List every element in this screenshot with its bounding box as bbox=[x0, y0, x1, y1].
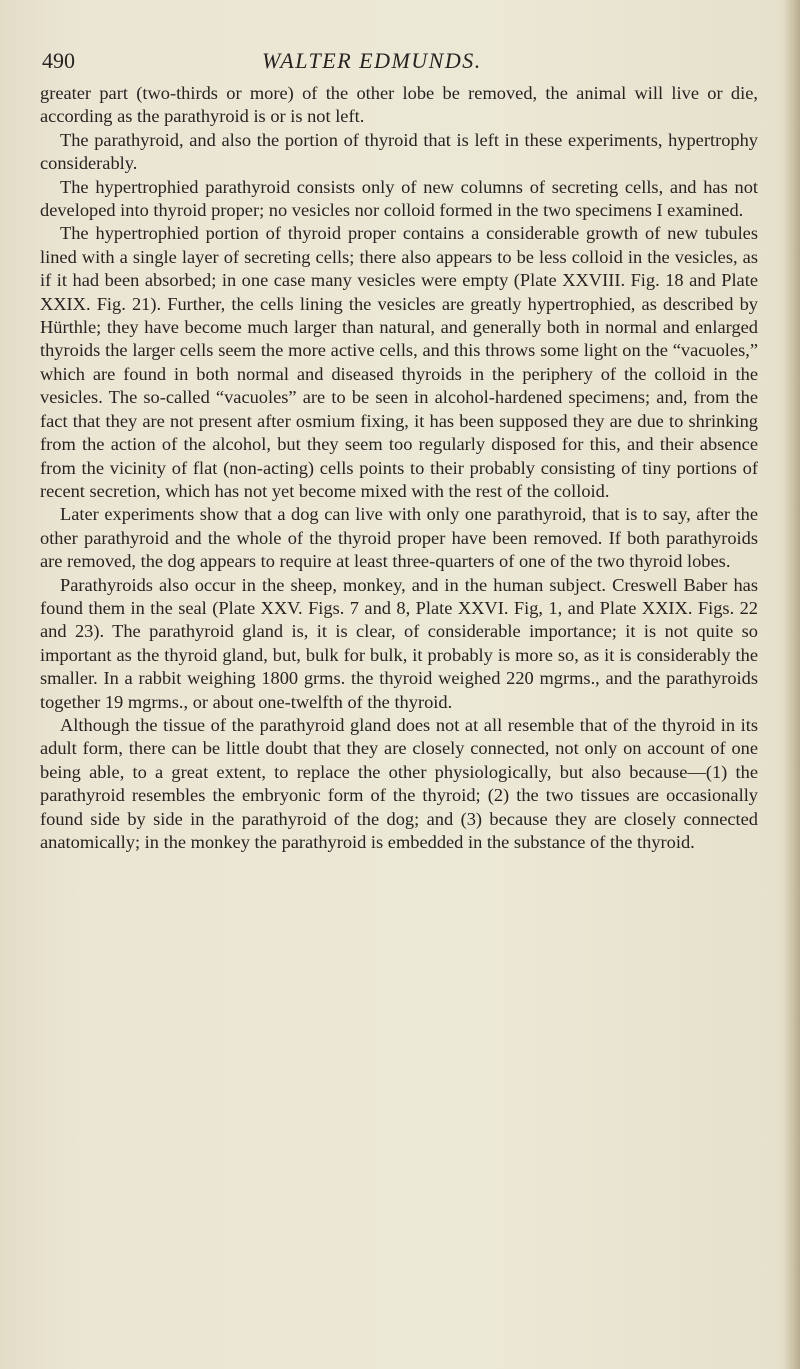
paragraph-continuation: greater part (two-thirds or more) of the other lobe be removed, the animal will live or die, according as the parathyroid is or is not left. bbox=[40, 83, 758, 127]
paragraph-hypertrophied-parathyroid: The hypertrophied parathyroid consists only of new columns of secreting cells, and has not developed into thyroid proper; no vesicles nor colloid formed in the two specimens I examined. bbox=[40, 176, 758, 221]
paragraph-tissue-connection: Although the tissue of the parathyroid gland does not at all resemble that of the thyroid in its adult form, there can be little doubt that they are closely connected, not only on account of one being able, to a great extent, to replace the other physiologically, but also because—(1) the parathyroid resembles the embryonic form of the thyroid; (2) the two tissues are occasionally found side by side in the parathyroid of the dog; and (3) because they are closely connected anatomically; in the monkey the parathyroid is embedded in the substance of the thyroid. bbox=[40, 714, 758, 852]
body-text bbox=[40, 82, 758, 854]
paragraph-parathyroid-occurrence: Parathyroids also occur in the sheep, monkey, and in the human subject. Creswell Baber has found them in the seal (Plate XXV. Figs. 7 and 8, Plate XXVI. Fig, 1, and Plate XXIX. Figs. 22 and 23). The parathyroid gland is, it is clear, of considerable importance; it is not quite so important as the thyroid gland, but, bulk for bulk, it probably is more so, as it is considerably the smaller. In a rabbit weighing 1800 grms. the thyroid weighed 220 mgrms., and the parathyroids together 19 mgrms., or about one-twelfth of the thyroid. bbox=[40, 574, 758, 712]
paragraph-hypertrophy: The parathyroid, and also the portion of thyroid that is left in these experiments, hypertrophy considerably. bbox=[40, 129, 758, 174]
paragraph-later-experiments: Later experiments show that a dog can live with only one parathyroid, that is to say, after the other parathyroid and the whole of the thyroid proper have been removed. If both parathyroids are removed, the dog appears to require at least three-quarters of one of the two thyroid lobes. bbox=[40, 504, 758, 572]
paragraph-hypertrophied-thyroid: The hypertrophied portion of thyroid proper contains a considerable growth of new tubules lined with a single layer of secreting cells; there also appears to be less colloid in the vesicles, as if it had been absorbed; in one case many vesicles were empty (Plate XXVIII. Fig. 18 and Plate XXIX. Fig. 21). Further, the cells lining the vesicles are greatly hypertrophied, as described by Hürthle; they have become much larger than natural, and generally both in normal and enlarged thyroids the larger cells seem the more active cells, and this throws some light on the “vacuoles,” which are found in both normal and diseased thyroids in the periphery of the colloid in the vesicles. The so-called “vacuoles” are to be seen in alcohol-hardened specimens; and, from the fact that they are not present after osmium fixing, it has been supposed they are due to shrinking from the action of the alcohol, but they seem too regularly disposed for this, and their absence from the vicinity of flat (non-acting) cells points to their probably consisting of tiny portions of recent secretion, which has not yet become mixed with the rest of the colloid. bbox=[40, 223, 758, 501]
page-header bbox=[42, 48, 756, 78]
running-head: WALTER EDMUNDS. bbox=[262, 48, 482, 73]
page-gutter-shadow bbox=[784, 0, 800, 1369]
page-number: 490 bbox=[42, 48, 75, 73]
